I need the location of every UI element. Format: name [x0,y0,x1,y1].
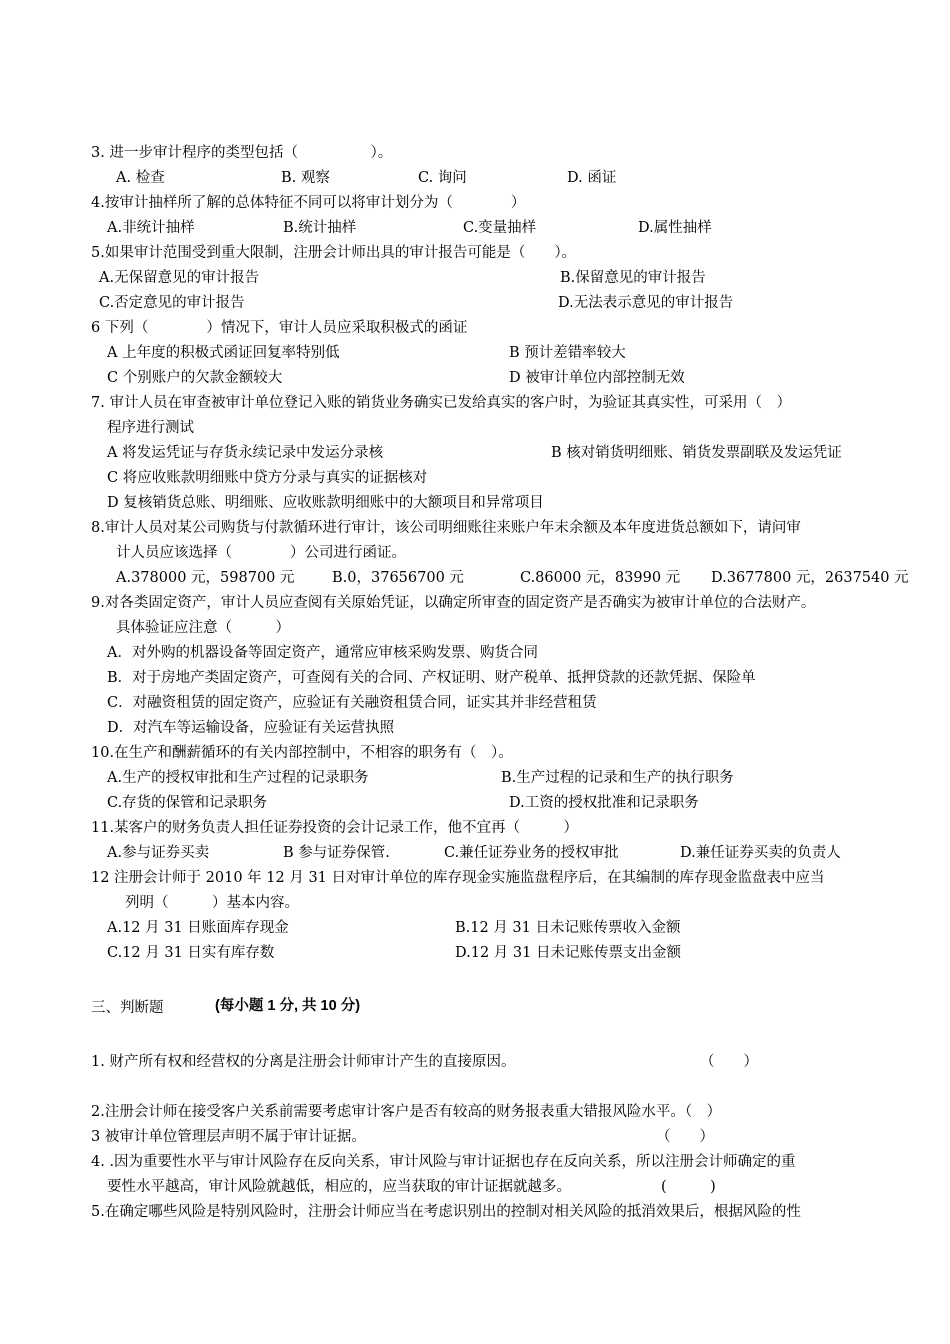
tf-item-3: 3 被审计单位管理层声明不属于审计证据。 [91,1129,366,1145]
q5-option-b: B.保留意见的审计报告 [560,270,706,286]
q10-option-c: C.存货的保管和记录职务 [107,795,268,811]
q10-stem: 10.在生产和酬薪循环的有关内部控制中，不相容的职务有（ ）。 [91,745,513,761]
q11-option-c: C.兼任证券业务的授权审批 [444,845,619,861]
q8-option-b: B.0，37656700 元 [332,570,464,586]
q12-option-c: C.12 月 31 日实有库存数 [107,945,275,961]
q8-stem: 8.审计人员对某公司购货与付款循环进行审计，该公司明细账往来账户年末余额及本年度进货总额如下，请问审 [91,520,801,536]
q5-option-a: A.无保留意见的审计报告 [99,270,260,286]
q3-option-d: D. 函证 [567,170,617,186]
q4-option-d: D.属性抽样 [638,220,712,236]
q11-option-d: D.兼任证券买卖的负责人 [680,845,841,861]
tf-item-3-blank: （ ） [656,1129,714,1145]
q12-option-b: B.12 月 31 日未记账传票收入金额 [455,920,681,936]
q7-option-b: B 核对销货明细账、销货发票副联及发运凭证 [551,445,842,461]
q6-option-b: B 预计差错率较大 [509,345,626,361]
q7-option-d: D 复核销货总账、明细账、应收账款明细账中的大额项目和异常项目 [107,495,544,511]
tf-item-1-blank: （ ） [700,1054,758,1070]
tf-item-2: 2.注册会计师在接受客户关系前需要考虑审计客户是否有较高的财务报表重大错报风险水平。（ ） [91,1104,722,1120]
q4-option-a: A.非统计抽样 [107,220,195,236]
q11-option-a: A.参与证券买卖 [107,845,210,861]
q11-stem: 11.某客户的财务负责人担任证券投资的会计记录工作，他不宜再（ ） [91,820,579,836]
q9-stem: 9.对各类固定资产，审计人员应查阅有关原始凭证，以确定所审查的固定资产是否确实为被审计单位的合法财产。 [91,595,816,611]
q12-stem: 12 注册会计师于 2010 年 12 月 31 日对审计单位的库存现金实施监盘程序后，在其编制的库存现金监盘表中应当 [91,870,825,886]
q12-option-d: D.12 月 31 日未记账传票支出金额 [455,945,681,961]
q3-stem: 3. 进一步审计程序的类型包括（ ）。 [91,145,393,161]
q7-stem: 7. 审计人员在审查被审计单位登记入账的销货业务确实已发给真实的客户时，为验证其真实性，可采用（ ） [91,395,791,411]
q3-option-a: A. 检查 [116,170,165,186]
q7-stem-cont: 程序进行测试 [107,420,194,436]
q4-stem: 4.按审计抽样所了解的总体特征不同可以将审计划分为（ ） [91,195,526,211]
q4-option-c: C.变量抽样 [463,220,537,236]
q6-option-d: D 被审计单位内部控制无效 [509,370,685,386]
q12-option-a: A.12 月 31 日账面库存现金 [107,920,289,936]
q9-option-a: A．对外购的机器设备等固定资产，通常应审核采购发票、购货合同 [107,645,538,661]
section-scoring: (每小题 1 分, 共 10 分) [215,998,361,1014]
q3-option-b: B. 观察 [281,170,330,186]
tf-item-4-cont: 要性水平越高，审计风险就越低，相应的，应当获取的审计证据就越多。 [107,1179,571,1195]
q8-option-d: D.3677800 元，2637540 元 [711,570,909,586]
q10-option-a: A.生产的授权审批和生产过程的记录职务 [107,770,369,786]
q8-stem-cont: 计人员应该选择（ ）公司进行函证。 [116,545,406,561]
section-title: 三、判断题 [91,1000,164,1016]
q4-option-b: B.统计抽样 [283,220,357,236]
q10-option-d: D.工资的授权批准和记录职务 [509,795,699,811]
q9-option-b: B．对于房地产类固定资产，可查阅有关的合同、产权证明、财产税单、抵押贷款的还款凭据、保险单 [107,670,756,686]
tf-item-4: 4. .因为重要性水平与审计风险存在反向关系，审计风险与审计证据也存在反向关系，所以注册会计师确定的重 [91,1154,796,1170]
q9-option-d: D．对汽车等运输设备，应验证有关运营执照 [107,720,395,736]
q7-option-c: C 将应收账款明细账中贷方分录与真实的证据核对 [107,470,428,486]
q9-option-c: C．对融资租赁的固定资产，应验证有关融资租赁合同，证实其并非经营租赁 [107,695,597,711]
q10-option-b: B.生产过程的记录和生产的执行职务 [501,770,734,786]
q3-option-c: C. 询问 [418,170,467,186]
q7-option-a: A 将发运凭证与存货永续记录中发运分录核 [107,445,384,461]
tf-item-1: 1. 财产所有权和经营权的分离是注册会计师审计产生的直接原因。 [91,1054,516,1070]
q8-option-c: C.86000 元，83990 元 [520,570,681,586]
q11-option-b: B 参与证券保管. [283,845,390,861]
q12-stem-cont: 列明（ ）基本内容。 [125,895,299,911]
q9-stem-cont: 具体验证应注意（ ） [116,620,290,636]
tf-item-5: 5.在确定哪些风险是特别风险时，注册会计师应当在考虑识别出的控制对相关风险的抵消效果后，根据风险的性 [91,1204,801,1220]
q5-option-c: C.否定意见的审计报告 [99,295,245,311]
q6-option-c: C 个别账户的欠款金额较大 [107,370,283,386]
q6-stem: 6 下列（ ）情况下，审计人员应采取积极式的函证 [91,320,468,336]
tf-item-4-blank: ( ) [661,1179,716,1195]
q6-option-a: A 上年度的积极式函证回复率特别低 [107,345,340,361]
q8-option-a: A.378000 元，598700 元 [116,570,295,586]
q5-stem: 5.如果审计范围受到重大限制，注册会计师出具的审计报告可能是（ ）。 [91,245,577,261]
q5-option-d: D.无法表示意见的审计报告 [558,295,734,311]
